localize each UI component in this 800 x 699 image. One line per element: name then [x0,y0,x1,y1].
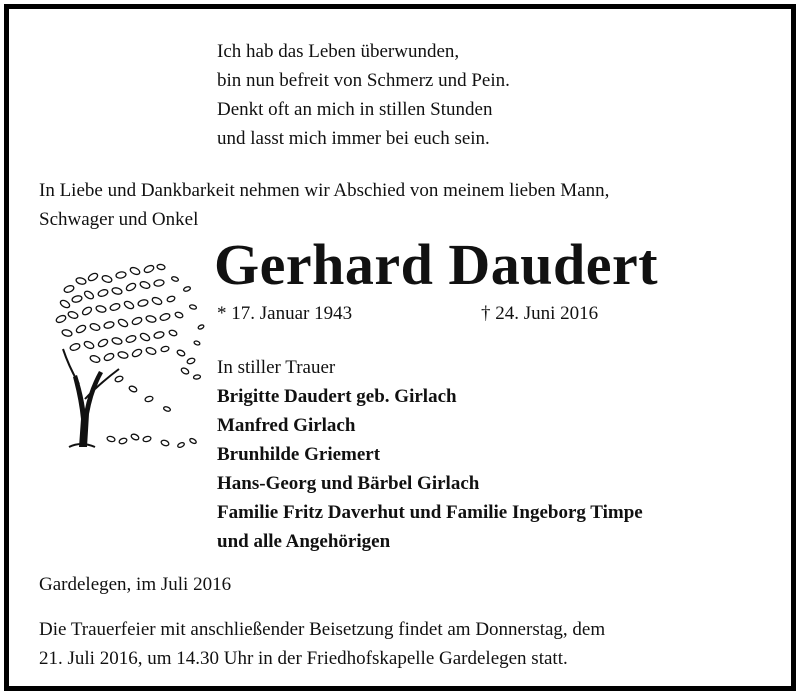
mourner-name: und alle Angehörigen [217,531,391,552]
mourner-name: Brunhilde Griemert [217,444,381,465]
death-date: † 24. Juni 2016 [481,303,599,324]
mourner-name: Hans-Georg und Bärbel Girlach [217,473,480,494]
poem-line: Denkt oft an mich in stillen Stunden [217,99,493,120]
intro-text [39,176,779,234]
poem [217,37,510,153]
birth-date: * 17. Januar 1943 [217,303,353,324]
mourner-name: Brigitte Daudert geb. Girlach [217,386,457,407]
mourner-name: Familie Fritz Daverhut und Familie Ingeborg Timpe [217,502,643,523]
mourner-name: Manfred Girlach [217,415,356,436]
poem-line: bin nun befreit von Schmerz und Pein. [217,70,510,91]
funeral-line: 21. Juli 2016, um 14.30 Uhr in der Friedhofskapelle Gardelegen statt. [39,648,568,669]
funeral-line: Die Trauerfeier mit anschließender Beisetzung findet am Donnerstag, dem [39,619,606,640]
obituary-notice [4,4,796,691]
place-date: Gardelegen, im Juli 2016 [39,574,232,595]
mourners-list [217,353,643,556]
poem-line: Ich hab das Leben überwunden, [217,41,460,62]
windblown-tree-icon [49,249,209,459]
funeral-info [39,615,605,673]
intro-line: Schwager und Onkel [39,209,199,230]
intro-line: In Liebe und Dankbarkeit nehmen wir Abschied von meinem lieben Mann, [39,180,610,201]
mourners-heading: In stiller Trauer [217,357,336,378]
deceased-name: Gerhard Daudert [214,232,659,297]
poem-line: und lasst mich immer bei euch sein. [217,128,490,149]
